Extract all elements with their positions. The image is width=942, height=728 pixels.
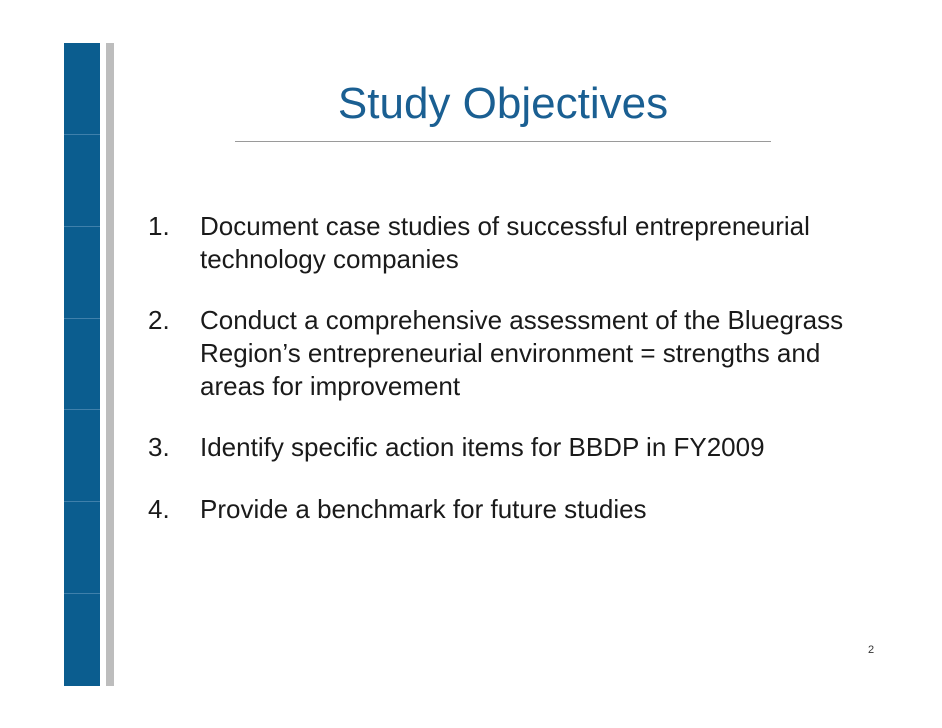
page-number: 2 <box>868 644 875 656</box>
objective-text: Document case studies of successful entrepreneurial technology companies <box>200 211 810 274</box>
accent-rule <box>106 43 114 686</box>
objective-text: Identify specific action items for BBDP in FY2009 <box>200 432 765 462</box>
objective-number: 2. <box>148 305 170 335</box>
objectives-list <box>148 210 868 554</box>
objective-number: 1. <box>148 211 170 241</box>
objective-text: Provide a benchmark for future studies <box>200 494 647 524</box>
accent-bar <box>64 43 100 686</box>
objective-number: 3. <box>148 432 170 462</box>
objective-item <box>148 210 868 276</box>
objective-text: Conduct a comprehensive assessment of the Bluegrass Region’s entrepreneurial environment = strengths and areas for improvement <box>200 305 844 401</box>
objective-item <box>148 304 868 403</box>
objective-item <box>148 493 868 526</box>
objective-number: 4. <box>148 494 170 524</box>
title-divider <box>235 141 771 142</box>
slide-title: Study Objectives <box>337 79 669 128</box>
objective-item <box>148 431 868 464</box>
